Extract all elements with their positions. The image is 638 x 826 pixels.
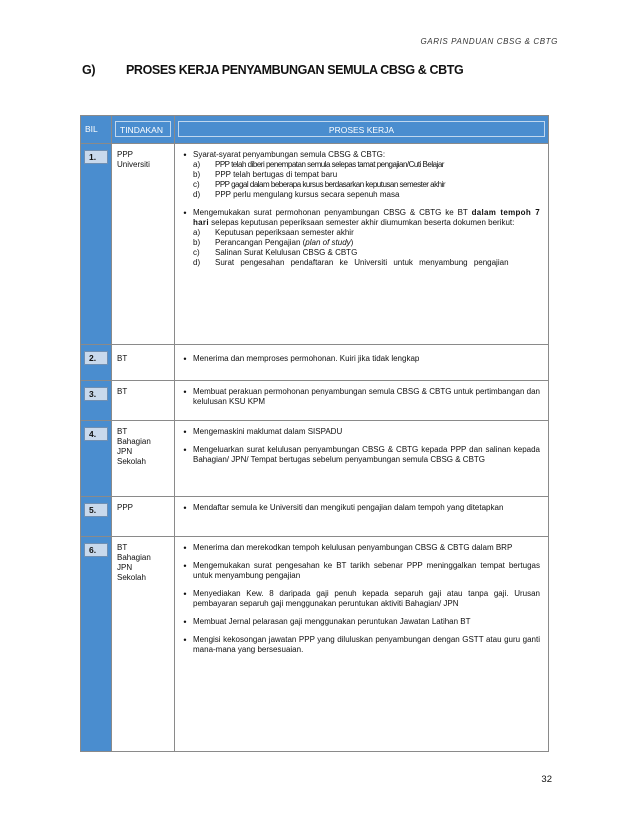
tindakan-line: BT	[117, 543, 128, 552]
sub-label: a)	[193, 228, 201, 237]
sub-label: c)	[193, 248, 200, 257]
sub-item	[193, 258, 540, 268]
proses-cell	[175, 537, 549, 752]
bullet-text: Membuat Jernal pelarasan gaji menggunakan peruntukan Jawatan Latihan BT	[193, 617, 471, 626]
tindakan-line: JPN	[117, 447, 133, 456]
sub-text: PPP perlu mengulang kursus secara sepenuh masa	[215, 190, 400, 199]
bullet-text: Mengemaskini maklumat dalam SISPADU	[193, 427, 343, 436]
bullet-icon: •	[183, 150, 187, 160]
sub-text: PPP gagal dalam beberapa kursus berdasarkan keputusan semester akhir	[215, 180, 446, 189]
sub-item	[193, 238, 540, 248]
bullet-icon: •	[183, 543, 187, 553]
table-row	[81, 537, 549, 752]
list-item	[177, 589, 540, 609]
table-row	[81, 421, 549, 497]
sub-item	[193, 190, 540, 200]
tindakan-line: Bahagian	[117, 437, 151, 446]
bullet-text: Menerima dan memproses permohonan. Kuiri jika tidak lengkap	[193, 354, 420, 363]
proses-cell	[175, 421, 549, 497]
bil-cell	[81, 144, 112, 345]
list-item	[177, 617, 540, 627]
tindakan-cell	[112, 345, 175, 381]
bullet-icon: •	[183, 561, 187, 571]
table-row	[81, 381, 549, 421]
bil-number: 3.	[84, 387, 108, 401]
list-item	[177, 354, 540, 364]
tindakan-line: BT	[117, 354, 128, 363]
sub-label: b)	[193, 170, 201, 179]
list-item	[177, 387, 540, 407]
list-item	[177, 427, 540, 437]
sub-item	[193, 160, 540, 170]
tindakan-cell	[112, 421, 175, 497]
section-heading	[82, 63, 558, 77]
bil-number: 2.	[84, 351, 108, 365]
proses-cell	[175, 345, 549, 381]
sub-text: PPP telah bertugas di tempat baru	[215, 170, 338, 179]
list-item	[177, 150, 540, 200]
bullet-text: Mengemukakan surat permohonan penyambungan CBSG & CBTG ke BT	[193, 208, 472, 217]
bil-cell	[81, 381, 112, 421]
bullet-text: Menerima dan merekodkan tempoh kelulusan penyambungan CBSG & CBTG dalam BRP	[193, 543, 513, 552]
tindakan-line: JPN	[117, 563, 133, 572]
bullet-icon: •	[183, 354, 187, 364]
tindakan-line: Bahagian	[117, 553, 151, 562]
sub-label: a)	[193, 160, 201, 169]
bullet-text: Mendaftar semula ke Universiti dan mengikuti pengajian dalam tempoh yang ditetapkan	[193, 503, 504, 512]
list-item	[177, 208, 540, 268]
sub-item	[193, 248, 540, 258]
bil-cell	[81, 537, 112, 752]
header-tindakan	[112, 116, 175, 144]
bullet-text: Mengemukakan surat pengesahan ke BT tarikh sebenar PPP meninggalkan tempat bertugas untuk menyambung pengajian	[193, 561, 540, 580]
header-proses-label: PROSES KERJA	[178, 121, 545, 137]
header-bil-label: BIL	[85, 124, 98, 134]
bil-cell	[81, 345, 112, 381]
sub-text: Salinan Surat Kelulusan CBSG & CBTG	[215, 248, 358, 257]
sub-label: d)	[193, 258, 201, 267]
proses-cell	[175, 497, 549, 537]
bullet-icon: •	[183, 387, 187, 397]
bullet-icon: •	[183, 503, 187, 513]
sub-label: c)	[193, 180, 200, 189]
tindakan-line: PPP	[117, 150, 134, 159]
sub-item	[193, 170, 540, 180]
proses-cell	[175, 144, 549, 345]
section-title: PROSES KERJA PENYAMBUNGAN SEMULA CBSG & CBTG	[126, 63, 464, 77]
bullet-icon: •	[183, 589, 187, 599]
tindakan-cell	[112, 381, 175, 421]
table-row	[81, 144, 549, 345]
bil-number: 5.	[84, 503, 108, 517]
bil-number: 1.	[84, 150, 108, 164]
bil-number: 6.	[84, 543, 108, 557]
sub-text-italic: plan of study	[305, 238, 351, 247]
bullet-text: selepas keputusan peperiksaan semester akhir diumumkan beserta dokumen berikut:	[208, 218, 515, 227]
tindakan-cell	[112, 537, 175, 752]
bil-cell	[81, 497, 112, 537]
sub-item	[193, 228, 540, 238]
running-header: GARIS PANDUAN CBSG & CBTG	[420, 37, 558, 46]
bullet-text: Mengisi kekosongan jawatan PPP yang diluluskan penyambungan dengan GSTT atau guru ganti mana-mana yang bersesuaian.	[193, 635, 540, 654]
deadline-text: dalam tempoh 7 hari	[193, 208, 540, 227]
bullet-text: Syarat-syarat penyambungan semula CBSG & CBTG:	[193, 150, 386, 159]
header-bil	[81, 116, 112, 144]
table-row	[81, 345, 549, 381]
list-item	[177, 503, 540, 513]
table-header-row	[81, 116, 549, 144]
section-number: G)	[82, 63, 96, 77]
tindakan-line: Universiti	[117, 160, 150, 169]
sub-text: Surat pengesahan pendaftaran ke Universiti untuk menyambung pengajian	[215, 258, 509, 267]
list-item	[177, 561, 540, 581]
sub-item	[193, 180, 540, 190]
sub-text: )	[350, 238, 354, 247]
table-row	[81, 497, 549, 537]
sub-label: d)	[193, 190, 201, 199]
bullet-icon: •	[183, 445, 187, 455]
tindakan-line: BT	[117, 387, 128, 396]
page-number: 32	[541, 774, 552, 785]
list-item	[177, 445, 540, 465]
sub-text: PPP telah diberi penempatan semula selepas tamat pengajian/Cuti Belajar	[215, 160, 444, 169]
tindakan-line: Sekolah	[117, 457, 146, 466]
tindakan-line: PPP	[117, 503, 134, 512]
bil-cell	[81, 421, 112, 497]
header-proses	[175, 116, 549, 144]
bullet-text: Membuat perakuan permohonan penyambungan semula CBSG & CBTG untuk pertimbangan dan kelulusan KSU KPM	[193, 387, 540, 406]
bullet-text: Mengeluarkan surat kelulusan penyambungan CBSG & CBTG kepada PPP dan salinan kepada Bahagian/ JPN/ Tempat bertugas sebelum penyambungan semula CBSG & CBTG	[193, 445, 540, 464]
bil-number: 4.	[84, 427, 108, 441]
tindakan-line: BT	[117, 427, 128, 436]
process-table	[80, 115, 549, 752]
sub-label: b)	[193, 238, 201, 247]
sub-text: Keputusan peperiksaan semester akhir	[215, 228, 354, 237]
bullet-text: Menyediakan Kew. 8 daripada gaji penuh kepada separuh gaji atau tanpa gaji. Urusan pembayaran separuh gaji menggunakan peruntukan aktiviti Bahagian/ JPN	[193, 589, 540, 608]
tindakan-cell	[112, 144, 175, 345]
sub-text: Perancangan Pengajian (	[215, 238, 306, 247]
proses-cell	[175, 381, 549, 421]
bullet-icon: •	[183, 208, 187, 218]
tindakan-cell	[112, 497, 175, 537]
tindakan-line: Sekolah	[117, 573, 146, 582]
list-item	[177, 543, 540, 553]
bullet-icon: •	[183, 617, 187, 627]
bullet-icon: •	[183, 635, 187, 645]
header-tindakan-label: TINDAKAN	[115, 121, 171, 137]
list-item	[177, 635, 540, 655]
bullet-icon: •	[183, 427, 187, 437]
